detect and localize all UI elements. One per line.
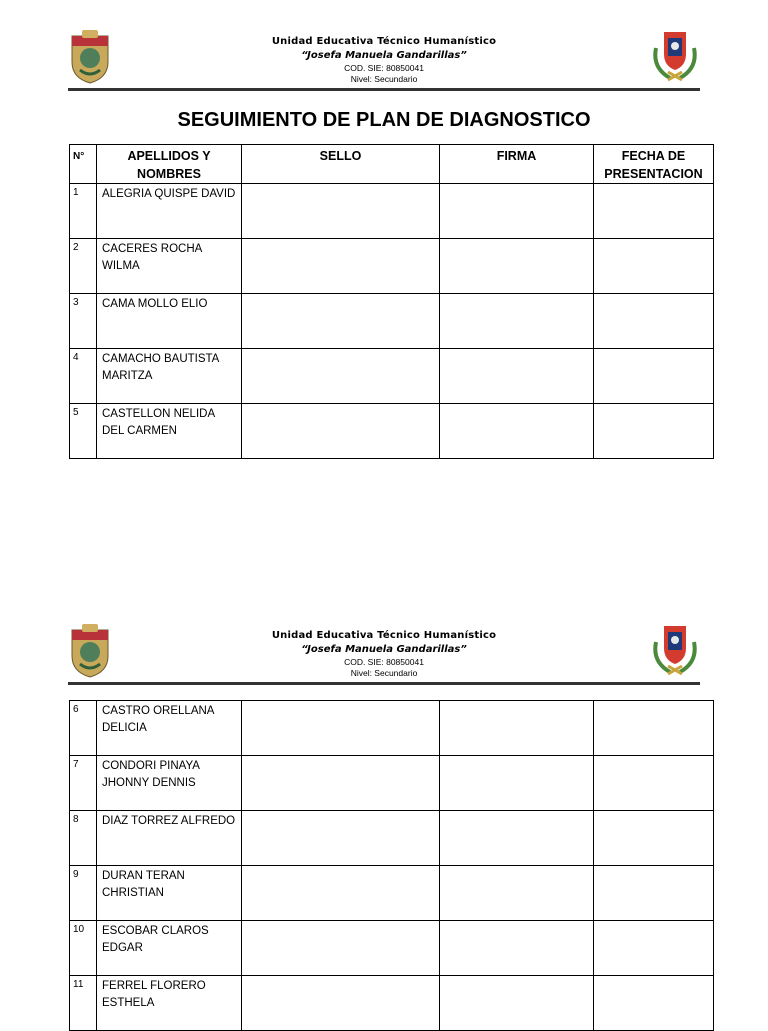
stamp-cell <box>242 866 440 921</box>
date-cell <box>594 404 714 459</box>
row-number: 4 <box>70 349 97 404</box>
col-names-header: APELLIDOS Y NOMBRES <box>97 145 242 184</box>
student-name: ALEGRIA QUISPE DAVID <box>97 184 242 239</box>
signature-cell <box>440 184 594 239</box>
header-rule <box>68 682 700 685</box>
col-number-header: N° <box>70 145 97 184</box>
page-header-2 <box>68 622 700 680</box>
signature-cell <box>440 756 594 811</box>
student-name: CAMACHO BAUTISTA MARITZA <box>97 349 242 404</box>
page-header-1 <box>68 28 700 86</box>
sie-code: COD. SIE: 80850041 <box>344 657 424 667</box>
stamp-cell <box>242 349 440 404</box>
stamp-cell <box>242 701 440 756</box>
student-name: CAMA MOLLO ELIO <box>97 294 242 349</box>
stamp-cell <box>242 404 440 459</box>
date-cell <box>594 756 714 811</box>
signature-cell <box>440 404 594 459</box>
signature-cell <box>440 294 594 349</box>
date-cell <box>594 921 714 976</box>
stamp-cell <box>242 294 440 349</box>
student-name: CASTRO ORELLANA DELICIA <box>97 701 242 756</box>
school-line: Unidad Educativa Técnico Humanístico <box>271 630 497 641</box>
signature-cell <box>440 811 594 866</box>
header-rule <box>68 88 700 91</box>
table-row <box>70 184 714 239</box>
coat-of-arms-icon <box>650 622 700 678</box>
row-number: 5 <box>70 404 97 459</box>
signature-cell <box>440 976 594 1031</box>
date-cell <box>594 811 714 866</box>
date-cell <box>594 976 714 1031</box>
school-name-line: “Josefa Manuela Gandarillas” <box>301 644 467 655</box>
stamp-cell <box>242 756 440 811</box>
school-crest-icon <box>68 28 112 84</box>
table-row <box>70 976 714 1031</box>
student-name: FERREL FLORERO ESTHELA <box>97 976 242 1031</box>
stamp-cell <box>242 184 440 239</box>
stamp-cell <box>242 921 440 976</box>
school-line: Unidad Educativa Técnico Humanístico <box>271 36 497 47</box>
row-number: 11 <box>70 976 97 1031</box>
student-name: DIAZ TORREZ ALFREDO <box>97 811 242 866</box>
row-number: 3 <box>70 294 97 349</box>
student-name: CASTELLON NELIDA DEL CARMEN <box>97 404 242 459</box>
signature-cell <box>440 349 594 404</box>
row-number: 7 <box>70 756 97 811</box>
table-row <box>70 866 714 921</box>
row-number: 2 <box>70 239 97 294</box>
row-number: 6 <box>70 701 97 756</box>
date-cell <box>594 701 714 756</box>
student-name: CACERES ROCHA WILMA <box>97 239 242 294</box>
signature-cell <box>440 701 594 756</box>
row-number: 1 <box>70 184 97 239</box>
date-cell <box>594 349 714 404</box>
school-crest-icon <box>68 622 112 678</box>
table-row <box>70 811 714 866</box>
col-signature-header: FIRMA <box>440 145 594 184</box>
school-name-line: “Josefa Manuela Gandarillas” <box>301 50 467 61</box>
table-row <box>70 349 714 404</box>
col-date-header: FECHA DE PRESENTACION <box>594 145 714 184</box>
student-name: CONDORI PINAYA JHONNY DENNIS <box>97 756 242 811</box>
table-row <box>70 756 714 811</box>
signature-cell <box>440 866 594 921</box>
table-header-row <box>70 145 714 184</box>
stamp-cell <box>242 976 440 1031</box>
date-cell <box>594 239 714 294</box>
row-number: 8 <box>70 811 97 866</box>
stamp-cell <box>242 239 440 294</box>
date-cell <box>594 294 714 349</box>
school-level: Nivel: Secundario <box>350 668 418 678</box>
tracking-table-page-2 <box>69 700 714 1031</box>
coat-of-arms-icon <box>650 28 700 84</box>
signature-cell <box>440 239 594 294</box>
date-cell <box>594 184 714 239</box>
table-row <box>70 701 714 756</box>
table-row <box>70 404 714 459</box>
table-row <box>70 294 714 349</box>
tracking-table-page-1 <box>69 144 714 459</box>
stamp-cell <box>242 811 440 866</box>
row-number: 10 <box>70 921 97 976</box>
student-name: ESCOBAR CLAROS EDGAR <box>97 921 242 976</box>
signature-cell <box>440 921 594 976</box>
student-name: DURAN TERAN CHRISTIAN <box>97 866 242 921</box>
date-cell <box>594 866 714 921</box>
row-number: 9 <box>70 866 97 921</box>
document-title: SEGUIMIENTO DE PLAN DE DIAGNOSTICO <box>177 109 591 131</box>
col-stamp-header: SELLO <box>242 145 440 184</box>
table-row <box>70 239 714 294</box>
school-level: Nivel: Secundario <box>350 74 418 84</box>
sie-code: COD. SIE: 80850041 <box>344 63 424 73</box>
table-row <box>70 921 714 976</box>
